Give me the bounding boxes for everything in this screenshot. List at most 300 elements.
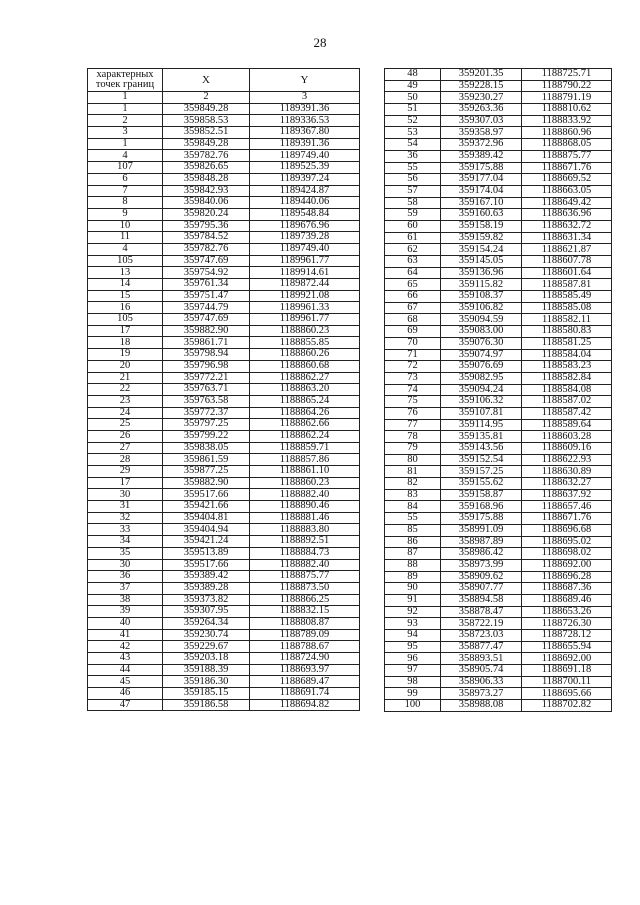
table-row xyxy=(88,360,360,372)
point-number-cell: 46 xyxy=(88,688,163,700)
left-coordinates-table xyxy=(87,68,360,711)
table-row xyxy=(385,279,612,291)
x-coordinate-cell: 359186.58 xyxy=(163,699,250,711)
y-coordinate-cell: 1188864.26 xyxy=(250,407,360,419)
point-number-cell: 86 xyxy=(385,536,441,548)
table-row xyxy=(385,431,612,443)
point-number-cell: 28 xyxy=(88,454,163,466)
table-row xyxy=(385,524,612,536)
table-row xyxy=(385,139,612,151)
point-number-cell: 57 xyxy=(385,185,441,197)
y-coordinate-cell: 1188875.77 xyxy=(522,150,612,162)
point-number-cell: 22 xyxy=(88,384,163,396)
x-coordinate-cell: 359882.90 xyxy=(163,477,250,489)
point-number-cell: 23 xyxy=(88,395,163,407)
table-row xyxy=(88,676,360,688)
y-coordinate-cell: 1188860.26 xyxy=(250,349,360,361)
y-coordinate-cell: 1189440.06 xyxy=(250,197,360,209)
y-coordinate-cell: 1188808.87 xyxy=(250,617,360,629)
point-number-cell: 107 xyxy=(88,162,163,174)
table-row xyxy=(88,103,360,115)
y-coordinate-cell: 1189961.33 xyxy=(250,302,360,314)
point-number-cell: 16 xyxy=(88,302,163,314)
point-number-cell: 1 xyxy=(88,103,163,115)
table-row xyxy=(385,594,612,606)
table-row xyxy=(88,688,360,700)
table-header-row xyxy=(88,69,360,92)
table-row xyxy=(88,162,360,174)
point-number-cell: 30 xyxy=(88,559,163,571)
y-coordinate-cell: 1188883.80 xyxy=(250,524,360,536)
table-row xyxy=(88,559,360,571)
x-coordinate-cell: 359307.95 xyxy=(163,606,250,618)
point-number-cell: 21 xyxy=(88,372,163,384)
y-coordinate-cell: 1188587.02 xyxy=(522,396,612,408)
y-coordinate-cell: 1188622.93 xyxy=(522,454,612,466)
table-row xyxy=(88,699,360,711)
table-row xyxy=(88,629,360,641)
y-coordinate-cell: 1188671.76 xyxy=(522,513,612,525)
x-coordinate-cell: 359772.21 xyxy=(163,372,250,384)
y-coordinate-cell: 1188671.76 xyxy=(522,162,612,174)
point-number-cell: 79 xyxy=(385,443,441,455)
y-coordinate-cell: 1188863.20 xyxy=(250,384,360,396)
y-coordinate-cell: 1189336.53 xyxy=(250,115,360,127)
point-number-cell: 87 xyxy=(385,548,441,560)
y-coordinate-cell: 1188862.24 xyxy=(250,430,360,442)
table-row xyxy=(88,501,360,513)
y-coordinate-cell: 1188695.66 xyxy=(522,688,612,700)
x-coordinate-cell: 359763.71 xyxy=(163,384,250,396)
x-coordinate-cell: 359782.76 xyxy=(163,150,250,162)
point-number-cell: 4 xyxy=(88,243,163,255)
x-coordinate-cell: 358723.03 xyxy=(441,630,522,642)
y-coordinate-cell: 1188857.86 xyxy=(250,454,360,466)
point-number-cell: 18 xyxy=(88,337,163,349)
table-row xyxy=(88,477,360,489)
table-row xyxy=(88,173,360,185)
y-coordinate-cell: 1188587.81 xyxy=(522,279,612,291)
x-coordinate-cell: 359852.51 xyxy=(163,127,250,139)
table-row xyxy=(88,208,360,220)
x-coordinate-cell: 359782.76 xyxy=(163,243,250,255)
x-coordinate-cell: 358905.74 xyxy=(441,665,522,677)
x-coordinate-cell: 359389.42 xyxy=(163,571,250,583)
x-coordinate-cell: 359795.36 xyxy=(163,220,250,232)
table-row xyxy=(385,104,612,116)
point-number-cell: 55 xyxy=(385,162,441,174)
y-coordinate-cell: 1188860.96 xyxy=(522,127,612,139)
y-coordinate-cell: 1188855.85 xyxy=(250,337,360,349)
y-coordinate-cell: 1188859.71 xyxy=(250,442,360,454)
table-row xyxy=(88,489,360,501)
x-coordinate-cell: 359186.30 xyxy=(163,676,250,688)
x-coordinate-cell: 359106.82 xyxy=(441,302,522,314)
x-coordinate-cell: 359106.32 xyxy=(441,396,522,408)
point-number-cell: 15 xyxy=(88,290,163,302)
table-row xyxy=(88,314,360,326)
y-coordinate-cell: 1188689.47 xyxy=(250,676,360,688)
y-coordinate-cell: 1188694.82 xyxy=(250,699,360,711)
y-coordinate-cell: 1188655.94 xyxy=(522,641,612,653)
y-coordinate-cell: 1188862.27 xyxy=(250,372,360,384)
point-number-cell: 13 xyxy=(88,267,163,279)
table-row xyxy=(385,443,612,455)
right-table-body xyxy=(385,69,612,712)
y-coordinate-cell: 1188696.68 xyxy=(522,524,612,536)
table-row xyxy=(385,548,612,560)
y-coordinate-cell: 1188582.84 xyxy=(522,372,612,384)
table-row xyxy=(88,419,360,431)
table-row xyxy=(88,197,360,209)
point-number-cell: 58 xyxy=(385,197,441,209)
point-number-cell: 3 xyxy=(88,127,163,139)
point-number-cell: 38 xyxy=(88,594,163,606)
table-row xyxy=(88,547,360,559)
table-row xyxy=(385,162,612,174)
x-coordinate-cell: 359826.65 xyxy=(163,162,250,174)
y-coordinate-cell: 1188788.67 xyxy=(250,641,360,653)
y-coordinate-cell: 1188587.42 xyxy=(522,407,612,419)
y-coordinate-cell: 1188884.73 xyxy=(250,547,360,559)
table-row xyxy=(88,127,360,139)
y-coordinate-cell: 1188862.66 xyxy=(250,419,360,431)
table-row xyxy=(385,407,612,419)
y-coordinate-cell: 1189749.40 xyxy=(250,243,360,255)
y-coordinate-cell: 1188582.11 xyxy=(522,314,612,326)
point-number-cell: 35 xyxy=(88,547,163,559)
y-coordinate-cell: 1188583.23 xyxy=(522,361,612,373)
y-coordinate-cell: 1188882.40 xyxy=(250,489,360,501)
y-coordinate-cell: 1188580.83 xyxy=(522,326,612,338)
x-coordinate-cell: 359404.81 xyxy=(163,512,250,524)
table-row xyxy=(88,138,360,150)
x-coordinate-cell: 359517.66 xyxy=(163,559,250,571)
table-row xyxy=(88,442,360,454)
y-coordinate-cell: 1188692.00 xyxy=(522,653,612,665)
point-number-cell: 49 xyxy=(385,80,441,92)
point-number-cell: 36 xyxy=(88,571,163,583)
point-number-cell: 71 xyxy=(385,349,441,361)
point-number-cell: 105 xyxy=(88,314,163,326)
point-number-cell: 31 xyxy=(88,501,163,513)
column-index-row xyxy=(88,92,360,104)
point-number-cell: 2 xyxy=(88,115,163,127)
y-coordinate-cell: 1188689.46 xyxy=(522,594,612,606)
table-row xyxy=(88,349,360,361)
point-number-cell: 75 xyxy=(385,396,441,408)
point-number-cell: 60 xyxy=(385,220,441,232)
x-coordinate-cell: 359877.25 xyxy=(163,466,250,478)
point-number-cell: 34 xyxy=(88,536,163,548)
x-coordinate-cell: 359842.93 xyxy=(163,185,250,197)
x-coordinate-cell: 359159.82 xyxy=(441,232,522,244)
table-row xyxy=(88,466,360,478)
y-coordinate-cell: 1188607.78 xyxy=(522,256,612,268)
table-row xyxy=(88,407,360,419)
x-coordinate-cell: 359136.96 xyxy=(441,267,522,279)
y-coordinate-cell: 1188649.42 xyxy=(522,197,612,209)
header-x: X xyxy=(163,69,250,92)
x-coordinate-cell: 358991.09 xyxy=(441,524,522,536)
point-number-cell: 51 xyxy=(385,104,441,116)
point-number-cell: 84 xyxy=(385,501,441,513)
table-row xyxy=(88,267,360,279)
table-row xyxy=(385,92,612,104)
x-coordinate-cell: 359107.81 xyxy=(441,407,522,419)
table-row xyxy=(88,395,360,407)
y-coordinate-cell: 1188632.72 xyxy=(522,220,612,232)
point-number-cell: 70 xyxy=(385,337,441,349)
y-coordinate-cell: 1188584.08 xyxy=(522,384,612,396)
y-coordinate-cell: 1189367.80 xyxy=(250,127,360,139)
y-coordinate-cell: 1189391.36 xyxy=(250,138,360,150)
x-coordinate-cell: 358906.33 xyxy=(441,676,522,688)
x-coordinate-cell: 358878.47 xyxy=(441,606,522,618)
y-coordinate-cell: 1188636.96 xyxy=(522,209,612,221)
y-coordinate-cell: 1188789.09 xyxy=(250,629,360,641)
point-number-cell: 17 xyxy=(88,325,163,337)
x-coordinate-cell: 359155.62 xyxy=(441,478,522,490)
x-coordinate-cell: 359858.53 xyxy=(163,115,250,127)
y-coordinate-cell: 1188881.46 xyxy=(250,512,360,524)
y-coordinate-cell: 1188696.28 xyxy=(522,571,612,583)
y-coordinate-cell: 1188693.97 xyxy=(250,664,360,676)
point-number-cell: 67 xyxy=(385,302,441,314)
x-coordinate-cell: 359840.06 xyxy=(163,197,250,209)
table-row xyxy=(385,302,612,314)
table-row xyxy=(385,688,612,700)
x-coordinate-cell: 359114.95 xyxy=(441,419,522,431)
x-coordinate-cell: 359264.34 xyxy=(163,617,250,629)
table-row xyxy=(385,559,612,571)
x-coordinate-cell: 359404.94 xyxy=(163,524,250,536)
y-coordinate-cell: 1188632.27 xyxy=(522,478,612,490)
x-coordinate-cell: 359307.03 xyxy=(441,115,522,127)
y-coordinate-cell: 1189391.36 xyxy=(250,103,360,115)
y-coordinate-cell: 1188726.30 xyxy=(522,618,612,630)
point-number-cell: 27 xyxy=(88,442,163,454)
x-coordinate-cell: 359797.25 xyxy=(163,419,250,431)
point-number-cell: 37 xyxy=(88,582,163,594)
table-row xyxy=(385,653,612,665)
point-number-cell: 99 xyxy=(385,688,441,700)
point-number-cell: 20 xyxy=(88,360,163,372)
y-coordinate-cell: 1188700.11 xyxy=(522,676,612,688)
x-coordinate-cell: 359108.37 xyxy=(441,291,522,303)
x-coordinate-cell: 359799.22 xyxy=(163,430,250,442)
x-coordinate-cell: 359421.24 xyxy=(163,536,250,548)
y-coordinate-cell: 1188868.05 xyxy=(522,139,612,151)
y-coordinate-cell: 1188589.64 xyxy=(522,419,612,431)
x-coordinate-cell: 359389.42 xyxy=(441,150,522,162)
point-number-cell: 44 xyxy=(88,664,163,676)
table-row xyxy=(385,326,612,338)
table-row xyxy=(385,583,612,595)
y-coordinate-cell: 1189397.24 xyxy=(250,173,360,185)
y-coordinate-cell: 1188892.51 xyxy=(250,536,360,548)
point-number-cell: 43 xyxy=(88,653,163,665)
x-coordinate-cell: 359094.24 xyxy=(441,384,522,396)
y-coordinate-cell: 1188860.23 xyxy=(250,325,360,337)
x-coordinate-cell: 359772.37 xyxy=(163,407,250,419)
x-coordinate-cell: 359230.74 xyxy=(163,629,250,641)
y-coordinate-cell: 1189961.77 xyxy=(250,255,360,267)
point-number-cell: 62 xyxy=(385,244,441,256)
point-number-cell: 52 xyxy=(385,115,441,127)
point-number-cell: 69 xyxy=(385,326,441,338)
point-number-cell: 81 xyxy=(385,466,441,478)
x-coordinate-cell: 359861.59 xyxy=(163,454,250,466)
x-coordinate-cell: 359174.04 xyxy=(441,185,522,197)
y-coordinate-cell: 1188630.89 xyxy=(522,466,612,478)
y-coordinate-cell: 1188637.92 xyxy=(522,489,612,501)
point-number-cell: 24 xyxy=(88,407,163,419)
point-number-cell: 82 xyxy=(385,478,441,490)
table-row xyxy=(385,256,612,268)
x-coordinate-cell: 359754.92 xyxy=(163,267,250,279)
point-number-cell: 1 xyxy=(88,138,163,150)
x-coordinate-cell: 358987.89 xyxy=(441,536,522,548)
point-number-cell: 10 xyxy=(88,220,163,232)
table-row xyxy=(88,641,360,653)
table-row xyxy=(88,594,360,606)
table-row xyxy=(88,384,360,396)
table-row xyxy=(88,220,360,232)
table-row xyxy=(88,255,360,267)
x-coordinate-cell: 359074.97 xyxy=(441,349,522,361)
point-number-cell: 8 xyxy=(88,197,163,209)
y-coordinate-cell: 1188691.18 xyxy=(522,665,612,677)
y-coordinate-cell: 1188687.36 xyxy=(522,583,612,595)
x-coordinate-cell: 359076.30 xyxy=(441,337,522,349)
x-coordinate-cell: 359747.69 xyxy=(163,255,250,267)
x-coordinate-cell: 359115.82 xyxy=(441,279,522,291)
x-coordinate-cell: 358988.08 xyxy=(441,700,522,712)
table-row xyxy=(88,617,360,629)
x-coordinate-cell: 359082.95 xyxy=(441,372,522,384)
x-coordinate-cell: 359145.05 xyxy=(441,256,522,268)
x-coordinate-cell: 358894.58 xyxy=(441,594,522,606)
point-number-cell: 85 xyxy=(385,524,441,536)
point-number-cell: 66 xyxy=(385,291,441,303)
x-coordinate-cell: 359157.25 xyxy=(441,466,522,478)
table-row xyxy=(385,349,612,361)
point-number-cell: 78 xyxy=(385,431,441,443)
table-row xyxy=(88,430,360,442)
table-row xyxy=(88,337,360,349)
point-number-cell: 97 xyxy=(385,665,441,677)
table-row xyxy=(385,209,612,221)
y-coordinate-cell: 1188581.25 xyxy=(522,337,612,349)
point-number-cell: 96 xyxy=(385,653,441,665)
y-coordinate-cell: 1189424.87 xyxy=(250,185,360,197)
x-coordinate-cell: 359838.05 xyxy=(163,442,250,454)
x-coordinate-cell: 359513.89 xyxy=(163,547,250,559)
header-point-label: характерных точек границ xyxy=(88,69,163,92)
x-coordinate-cell: 359882.90 xyxy=(163,325,250,337)
point-number-cell: 4 xyxy=(88,150,163,162)
point-number-cell: 32 xyxy=(88,512,163,524)
point-number-cell: 33 xyxy=(88,524,163,536)
point-number-cell: 59 xyxy=(385,209,441,221)
y-coordinate-cell: 1188882.40 xyxy=(250,559,360,571)
point-number-cell: 63 xyxy=(385,256,441,268)
table-row xyxy=(385,150,612,162)
x-coordinate-cell: 359517.66 xyxy=(163,489,250,501)
y-coordinate-cell: 1189961.77 xyxy=(250,314,360,326)
x-coordinate-cell: 359861.71 xyxy=(163,337,250,349)
x-coordinate-cell: 358973.27 xyxy=(441,688,522,700)
y-coordinate-cell: 1189739.28 xyxy=(250,232,360,244)
point-number-cell: 72 xyxy=(385,361,441,373)
table-row xyxy=(385,536,612,548)
table-row xyxy=(385,501,612,513)
x-coordinate-cell: 359421.66 xyxy=(163,501,250,513)
y-coordinate-cell: 1188790.22 xyxy=(522,80,612,92)
table-row xyxy=(385,197,612,209)
point-number-cell: 98 xyxy=(385,676,441,688)
x-coordinate-cell: 358722.19 xyxy=(441,618,522,630)
x-coordinate-cell: 359744.79 xyxy=(163,302,250,314)
y-coordinate-cell: 1188791.19 xyxy=(522,92,612,104)
table-row xyxy=(385,220,612,232)
x-coordinate-cell: 358909.62 xyxy=(441,571,522,583)
y-coordinate-cell: 1188890.46 xyxy=(250,501,360,513)
table-row xyxy=(385,267,612,279)
x-coordinate-cell: 359160.63 xyxy=(441,209,522,221)
y-coordinate-cell: 1189921.08 xyxy=(250,290,360,302)
x-coordinate-cell: 359185.15 xyxy=(163,688,250,700)
point-number-cell: 76 xyxy=(385,407,441,419)
table-row xyxy=(385,69,612,81)
y-coordinate-cell: 1188865.24 xyxy=(250,395,360,407)
table-row xyxy=(385,489,612,501)
point-number-cell: 100 xyxy=(385,700,441,712)
table-row xyxy=(88,150,360,162)
table-row xyxy=(88,664,360,676)
y-coordinate-cell: 1188728.12 xyxy=(522,630,612,642)
y-coordinate-cell: 1188833.92 xyxy=(522,115,612,127)
table-row xyxy=(385,361,612,373)
point-number-cell: 41 xyxy=(88,629,163,641)
point-number-cell: 6 xyxy=(88,173,163,185)
y-coordinate-cell: 1188621.87 xyxy=(522,244,612,256)
table-row xyxy=(385,314,612,326)
table-row xyxy=(385,127,612,139)
table-row xyxy=(88,512,360,524)
x-coordinate-cell: 359763.58 xyxy=(163,395,250,407)
x-coordinate-cell: 359798.94 xyxy=(163,349,250,361)
table-row xyxy=(88,571,360,583)
y-coordinate-cell: 1189676.96 xyxy=(250,220,360,232)
x-coordinate-cell: 359083.00 xyxy=(441,326,522,338)
table-row xyxy=(385,665,612,677)
point-number-cell: 50 xyxy=(385,92,441,104)
table-row xyxy=(385,372,612,384)
x-coordinate-cell: 359848.28 xyxy=(163,173,250,185)
y-coordinate-cell: 1188609.16 xyxy=(522,443,612,455)
point-number-cell: 68 xyxy=(385,314,441,326)
x-coordinate-cell: 358893.51 xyxy=(441,653,522,665)
y-coordinate-cell: 1188875.77 xyxy=(250,571,360,583)
point-number-cell: 9 xyxy=(88,208,163,220)
y-coordinate-cell: 1188663.05 xyxy=(522,185,612,197)
y-coordinate-cell: 1188832.15 xyxy=(250,606,360,618)
column-index: 2 xyxy=(163,92,250,104)
y-coordinate-cell: 1188601.64 xyxy=(522,267,612,279)
table-row xyxy=(88,185,360,197)
